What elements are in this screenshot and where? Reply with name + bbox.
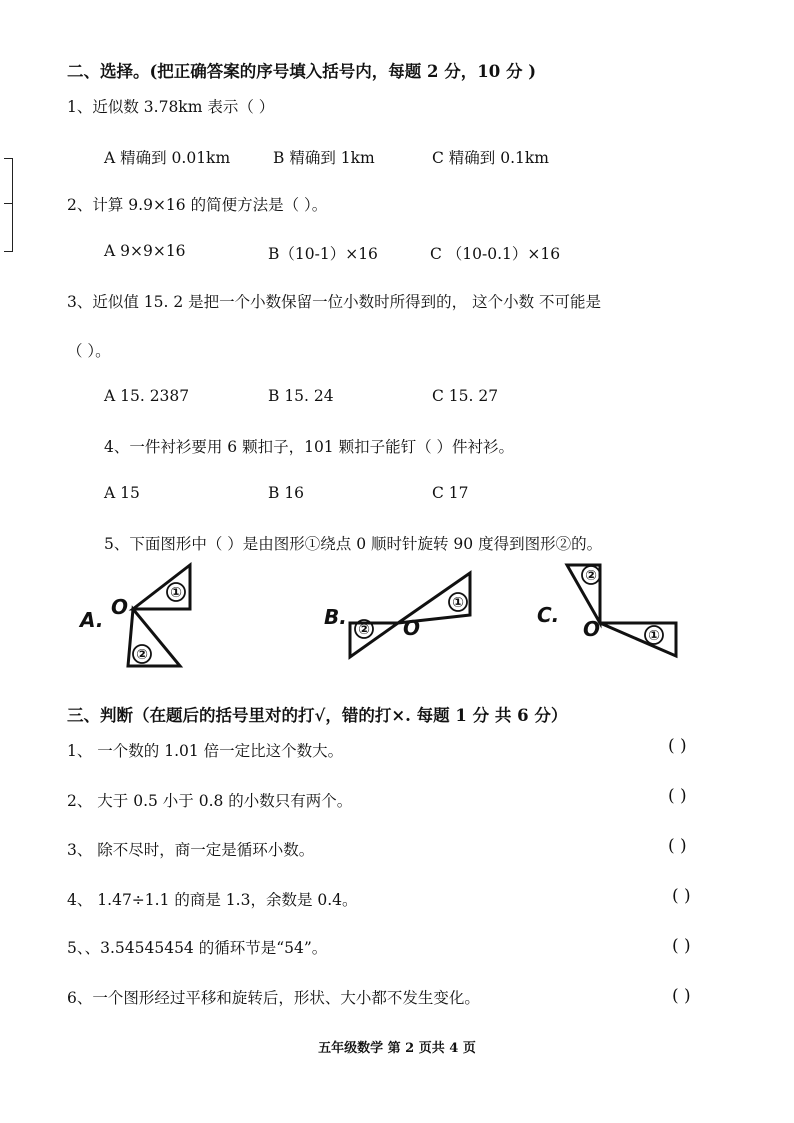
- judge-item-5: 5、、3.54545454 的循环节是“54”。: [67, 939, 328, 957]
- q2-option-c: C （10-0.1）×16: [430, 245, 561, 263]
- q5-text: 5、下面图形中（ ）是由图形①绕点 0 顺时针旋转 90 度得到图形②的。: [104, 535, 603, 553]
- q4-text: 4、一件衬衫要用 6 颗扣子，101 颗扣子能钉（ ）件衬衫。: [104, 438, 515, 456]
- q3-option-c: C 15. 27: [432, 387, 499, 405]
- judge-answer-paren-2[interactable]: ( ): [668, 786, 687, 806]
- binding-margin-tick: [4, 203, 12, 204]
- judge-answer-paren-5[interactable]: ( ): [672, 936, 691, 956]
- q3-option-a: A 15. 2387: [104, 387, 190, 405]
- section3-heading: 三、判断（在题后的括号里对的打√，错的打×. 每题 1 分 共 6 分）: [67, 706, 568, 725]
- judge-item-1: 1、 一个数的 1.01 倍一定比这个数大。: [67, 742, 344, 760]
- q4-option-a: A 15: [104, 484, 140, 502]
- judge-answer-paren-4[interactable]: ( ): [672, 886, 691, 906]
- judge-item-4: 4、 1.47÷1.1 的商是 1.3，余数是 0.4。: [67, 891, 358, 909]
- q3-text: 3、近似值 15. 2 是把一个小数保留一位小数时所得到的， 这个小数 不可能是: [67, 293, 602, 311]
- q4-option-b: B 16: [268, 484, 305, 502]
- q1-option-b: B 精确到 1km: [273, 149, 375, 167]
- q1-text: 1、近似数 3.78km 表示（ ）: [67, 98, 275, 116]
- figure-c-label-shape2: ②: [585, 568, 597, 584]
- figure-b-label-shape1: ①: [452, 595, 464, 611]
- judge-item-3: 3、 除不尽时，商一定是循环小数。: [67, 841, 315, 859]
- q2-option-a: A 9×9×16: [104, 242, 186, 260]
- figure-b-label: B.: [324, 605, 347, 629]
- binding-margin-mark: [4, 158, 13, 252]
- q2-text: 2、计算 9.9×16 的简便方法是（ ）。: [67, 196, 328, 214]
- page-footer: 五年级数学 第 2 页共 4 页: [318, 1041, 476, 1056]
- judge-answer-paren-1[interactable]: ( ): [668, 736, 687, 756]
- q1-option-a: A 精确到 0.01km: [104, 149, 231, 167]
- figure-c-point-o: O: [583, 617, 601, 641]
- section2-heading: 二、选择。(把正确答案的序号填入括号内，每题 2 分，10 分 ): [67, 62, 537, 81]
- judge-item-2: 2、 大于 0.5 小于 0.8 的小数只有两个。: [67, 792, 353, 810]
- figure-c-shape1: [600, 623, 676, 656]
- figure-c-label: C.: [537, 603, 560, 627]
- q1-option-c: C 精确到 0.1km: [432, 149, 549, 167]
- judge-answer-paren-3[interactable]: ( ): [668, 836, 687, 856]
- q3-option-b: B 15. 24: [268, 387, 334, 405]
- judge-answer-paren-6[interactable]: ( ): [672, 986, 691, 1006]
- figure-a-point-o: O: [111, 595, 129, 619]
- q4-option-c: C 17: [432, 484, 469, 502]
- q3-text-continued: （ ）。: [67, 342, 111, 360]
- judge-item-6: 6、一个图形经过平移和旋转后，形状、大小都不发生变化。: [67, 989, 480, 1007]
- q5-figures: [0, 560, 794, 675]
- figure-a-label-shape2: ②: [136, 647, 148, 663]
- figure-b-label-shape2: ②: [358, 622, 370, 638]
- figure-c-label-shape1: ①: [648, 628, 660, 644]
- q2-option-b: B（10-1）×16: [268, 245, 378, 263]
- figure-a-label: A.: [80, 608, 104, 632]
- figure-b-point-o: O: [403, 616, 421, 640]
- figure-a-label-shape1: ①: [170, 585, 182, 601]
